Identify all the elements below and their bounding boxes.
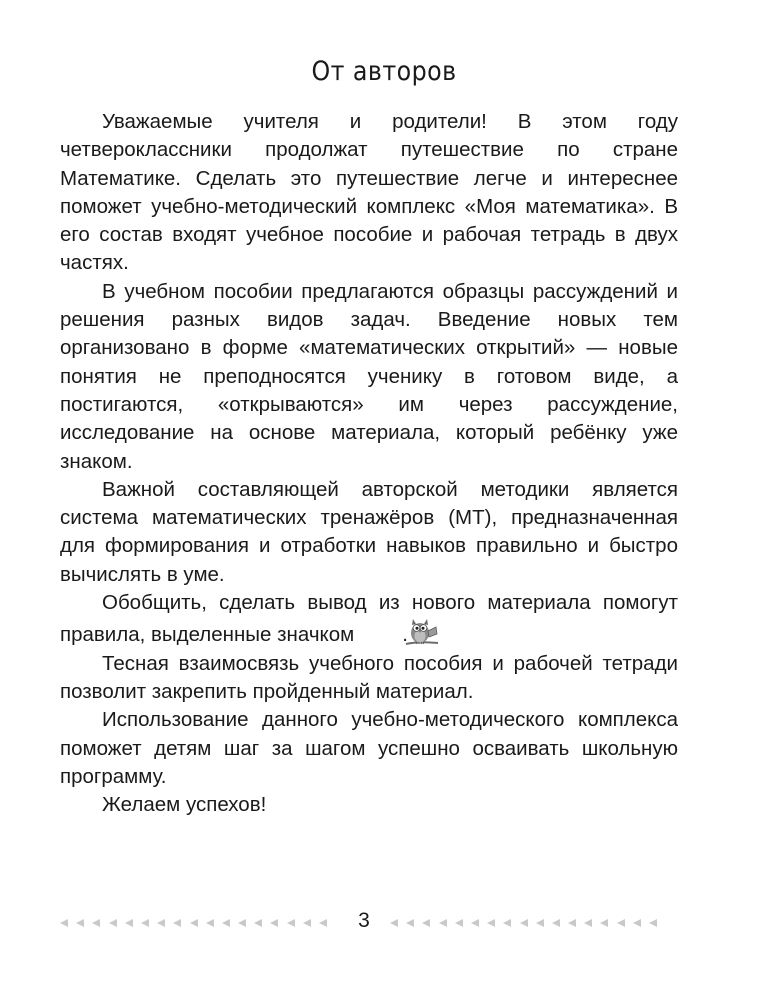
paragraph-1: Уважаемые учителя и родители! В этом году четвероклассники продолжат путешествие по стране Математике. Сделать это путешествие легче и интереснее поможет учебно-методический комплекс «Моя математика». В его состав входят учебное пособие и рабочая тетрадь в двух частях. bbox=[60, 110, 678, 275]
ornament-triangle-icon bbox=[254, 919, 262, 927]
ornament-triangle-icon bbox=[92, 919, 100, 927]
page-title: От авторов bbox=[311, 56, 457, 87]
paragraph-4-end: . bbox=[402, 623, 408, 647]
ornament-triangle-icon bbox=[303, 919, 311, 927]
paragraph-3: Важной составляющей авторской методики является система математических тренажёров (МТ), предназначенная для формирования и отработки навыков правильно и быстро вычислять в уме. bbox=[60, 477, 678, 586]
ornament-triangle-icon bbox=[406, 919, 414, 927]
paragraph-6: Использование данного учебно-методического комплекса поможет детям шаг за шагом успешно осваивать школьную программу. bbox=[60, 708, 678, 788]
ornament-triangle-icon bbox=[455, 919, 463, 927]
ornament-triangle-icon bbox=[633, 919, 641, 927]
paragraph-4 bbox=[60, 589, 678, 650]
ornament-triangle-icon bbox=[125, 919, 133, 927]
ornament-triangle-icon bbox=[617, 919, 625, 927]
ornament-triangle-icon bbox=[173, 919, 181, 927]
ornament-triangle-icon bbox=[141, 919, 149, 927]
footer-ornament-right bbox=[390, 917, 657, 929]
ornament-triangle-icon bbox=[76, 919, 84, 927]
ornament-triangle-icon bbox=[552, 919, 560, 927]
ornament-triangle-icon bbox=[471, 919, 479, 927]
ornament-triangle-icon bbox=[270, 919, 278, 927]
ornament-triangle-icon bbox=[206, 919, 214, 927]
footer-ornament-left bbox=[60, 917, 327, 929]
page-number: 3 bbox=[358, 909, 370, 932]
ornament-triangle-icon bbox=[439, 919, 447, 927]
ornament-triangle-icon bbox=[390, 919, 398, 927]
ornament-triangle-icon bbox=[222, 919, 230, 927]
ornament-triangle-icon bbox=[584, 919, 592, 927]
ornament-triangle-icon bbox=[503, 919, 511, 927]
ornament-triangle-icon bbox=[536, 919, 544, 927]
paragraph-5: Тесная взаимосвязь учебного пособия и рабочей тетради позволит закрепить пройденный материал. bbox=[60, 651, 678, 703]
paragraph-4-text: Обобщить, сделать вывод из нового материала помогут правила, выделенные значком bbox=[60, 591, 678, 647]
preface-text bbox=[60, 108, 678, 819]
ornament-triangle-icon bbox=[600, 919, 608, 927]
ornament-triangle-icon bbox=[190, 919, 198, 927]
ornament-triangle-icon bbox=[238, 919, 246, 927]
ornament-triangle-icon bbox=[60, 919, 68, 927]
page-footer bbox=[0, 906, 768, 936]
ornament-triangle-icon bbox=[649, 919, 657, 927]
ornament-triangle-icon bbox=[568, 919, 576, 927]
paragraph-2: В учебном пособии предлагаются образцы рассуждений и решения разных видов задач. Введение новых тем организовано в форме «математических открытий» — новые понятия не преподносятся ученику в готовом виде, а постигаются, «открываются» им через рассуждение, исследование на основе материала, который ребёнку уже знаком. bbox=[60, 279, 678, 473]
ornament-triangle-icon bbox=[487, 919, 495, 927]
owl-icon bbox=[362, 617, 398, 647]
ornament-triangle-icon bbox=[157, 919, 165, 927]
ornament-triangle-icon bbox=[287, 919, 295, 927]
ornament-triangle-icon bbox=[319, 919, 327, 927]
ornament-triangle-icon bbox=[520, 919, 528, 927]
paragraph-7: Желаем успехов! bbox=[102, 793, 267, 817]
ornament-triangle-icon bbox=[422, 919, 430, 927]
ornament-triangle-icon bbox=[109, 919, 117, 927]
